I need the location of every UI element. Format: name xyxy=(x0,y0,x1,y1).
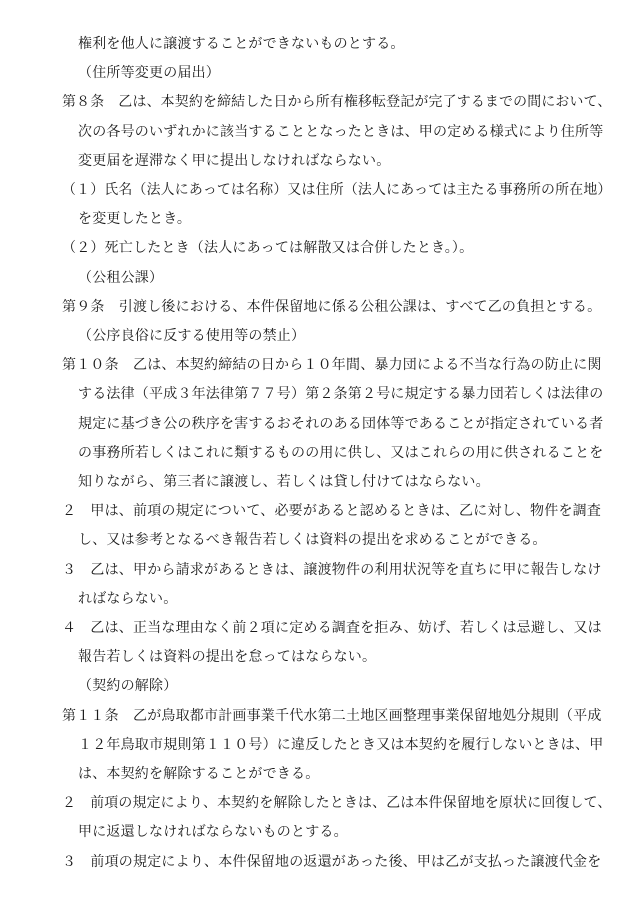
list-item-first-line: （１）氏名（法人にあっては名称）又は住所（法人にあっては主たる事務所の所在地） xyxy=(62,182,612,198)
paragraph-first-line: ３ 前項の規定により、本件保留地の返還があった後、甲は乙が支払った譲渡代金を xyxy=(62,854,602,870)
text-line: 変更届を遅滞なく甲に提出しなければならない。 xyxy=(78,153,391,169)
paragraph-first-line: ２ 前項の規定により、本契約を解除したときは、乙は本件保留地を原状に回復して、 xyxy=(62,795,612,811)
text-line: し、又は参考となるべき報告若しくは資料の提出を求めることができる。 xyxy=(78,532,547,548)
section-heading: （公租公課） xyxy=(78,270,164,286)
article-first-line: 第１０条 乙は、本契約締結の日から１０年間、暴力団による不当な行為の防止に関 xyxy=(62,357,602,373)
text-line: １２年鳥取市規則第１１０号）に違反したとき又は本契約を履行しないときは、甲 xyxy=(78,737,604,753)
text-line: 権利を他人に譲渡することができないものとする。 xyxy=(78,36,405,52)
text-line: ればならない。 xyxy=(78,591,178,607)
text-line: 規定に基づき公の秩序を害するおそれのある団体等であることが指定されている者 xyxy=(78,416,604,432)
article-first-line: 第１１条 乙が鳥取都市計画事業千代水第二土地区画整理事業保留地処分規則（平成 xyxy=(62,708,602,724)
text-line: は、本契約を解除することができる。 xyxy=(78,766,320,782)
article-first-line: 第９条 引渡し後における、本件保留地に係る公租公課は、すべて乙の負担とする。 xyxy=(62,299,602,315)
paragraph-first-line: ３ 乙は、甲から請求があるときは、譲渡物件の利用状況等を直ちに甲に報告しなけ xyxy=(62,562,602,578)
text-line: 知りながら、第三者に譲渡し、若しくは貸し付けてはならない。 xyxy=(78,474,490,490)
article-first-line: 第８条 乙は、本契約を締結した日から所有権移転登記が完了するまでの間において、 xyxy=(62,94,612,110)
paragraph-first-line: ４ 乙は、正当な理由なく前２項に定める調査を拒み、妨げ、若しくは忌避し、又は xyxy=(62,620,602,636)
text-line: 甲に返還しなければならないものとする。 xyxy=(78,824,348,840)
text-line: する法律（平成３年法律第７７号）第２条第２号に規定する暴力団若しくは法律の xyxy=(78,386,604,402)
text-line: を変更したとき。 xyxy=(78,211,192,227)
section-heading: （住所等変更の届出） xyxy=(78,65,220,81)
text-line: 次の各号のいずれかに該当することとなったときは、甲の定める様式により住所等 xyxy=(78,124,604,140)
text-line: 報告若しくは資料の提出を怠ってはならない。 xyxy=(78,649,377,665)
list-item-first-line: （２）死亡したとき（法人にあっては解散又は合併したとき。）。 xyxy=(62,240,474,256)
text-line: の事務所若しくはこれに類するものの用に供し、又はこれらの用に供されることを xyxy=(78,445,604,461)
section-heading: （契約の解除） xyxy=(78,678,178,694)
section-heading: （公序良俗に反する使用等の禁止） xyxy=(78,328,306,344)
paragraph-first-line: ２ 甲は、前項の規定について、必要があると認めるときは、乙に対し、物件を調査 xyxy=(62,503,602,519)
